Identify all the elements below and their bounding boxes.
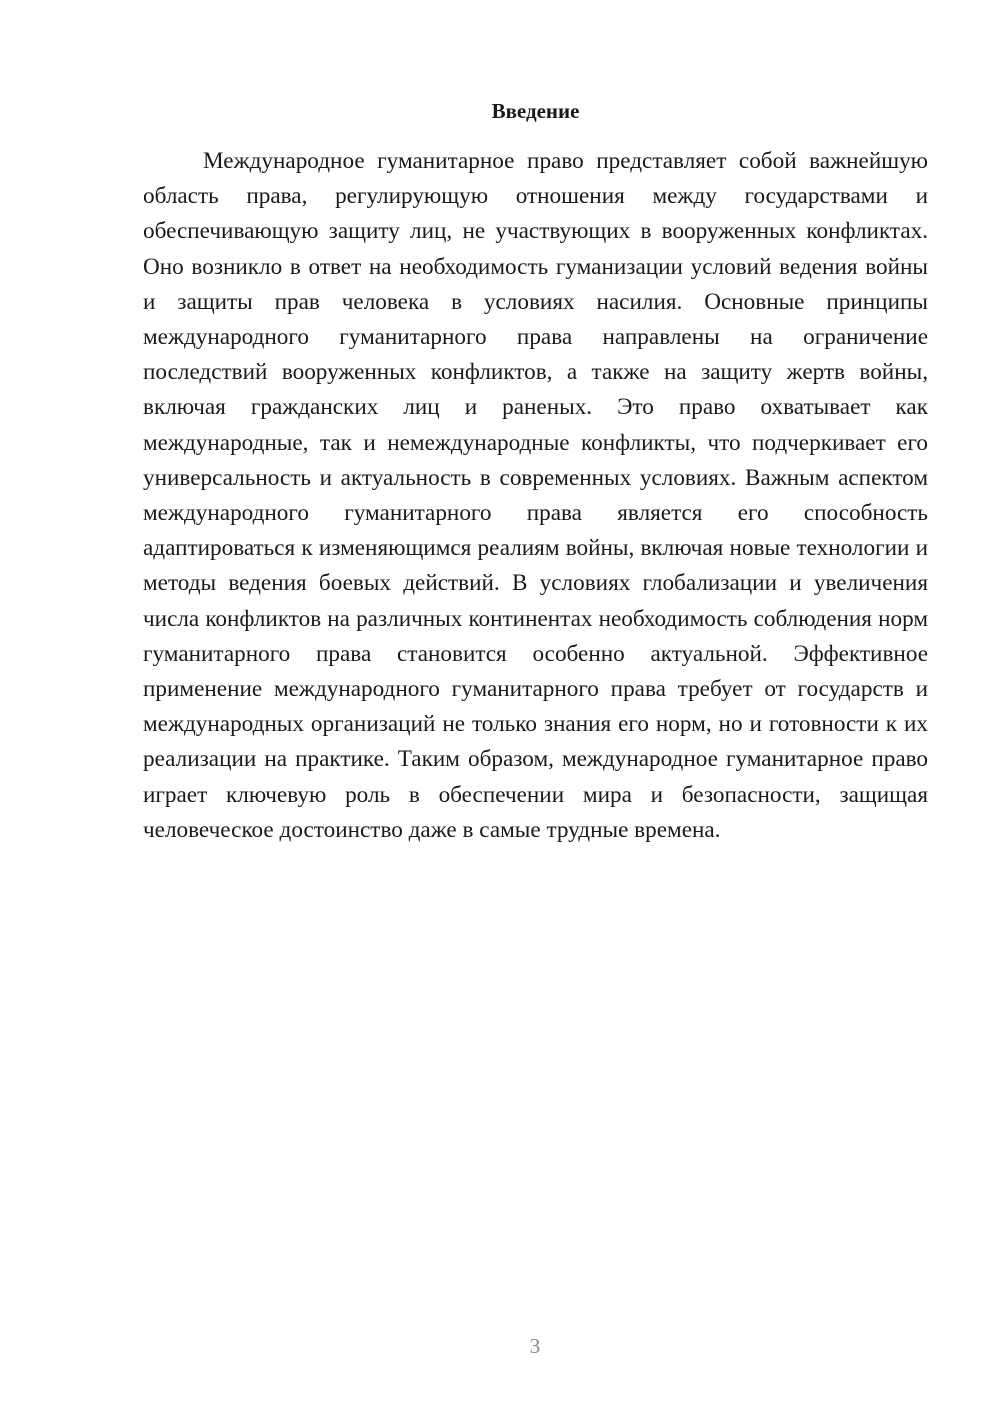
- body-paragraph: Международное гуманитарное право представляет собой важнейшую область права, регулирующую отношения между государствами и обеспечивающую защиту лиц, не участвующих в вооруженных конфликтах. Оно возникло в ответ на необходимость гуманизации условий ведения войны и защиты прав человека в условиях насилия. Основные принципы международного гуманитарного права направлены на ограничение последствий вооруженных конфликтов, а также на защиту жертв войны, включая гражданских лиц и раненых. Это право охватывает как международные, так и немеждународные конфликты, что подчеркивает его универсальность и актуальность в современных условиях. Важным аспектом международного гуманитарного права является его способность адаптироваться к изменяющимся реалиям войны, включая новые технологии и методы ведения боевых действий. В условиях глобализации и увеличения числа конфликтов на различных континентах необходимость соблюдения норм гуманитарного права становится особенно актуальной. Эффективное применение международного гуманитарного права требует от государств и международных организаций не только знания его норм, но и готовности к их реализации на практике. Таким образом, международное гуманитарное право играет ключевую роль в обеспечении мира и безопасности, защищая человеческое достоинство даже в самые трудные времена.: [143, 148, 928, 843]
- section-heading: Введение: [491, 99, 580, 123]
- page-number: 3: [529, 1334, 541, 1358]
